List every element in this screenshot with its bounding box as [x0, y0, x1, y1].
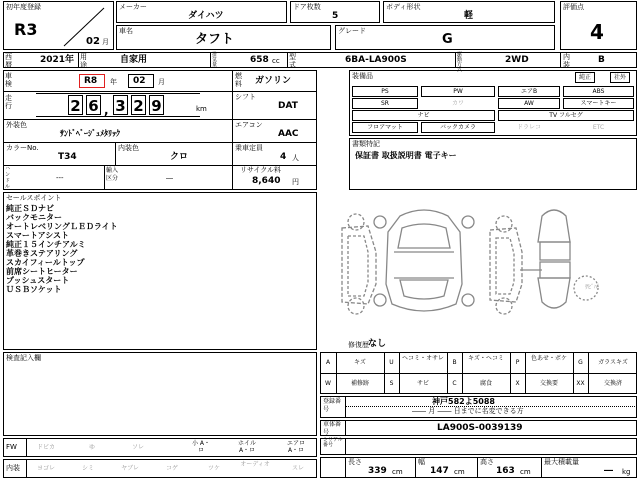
- damage-code-c: C: [452, 380, 457, 387]
- repair-history-label: 修復歴: [348, 341, 369, 349]
- registration-notice: ―― 月 ―― 日までに名変できる方: [412, 407, 524, 415]
- recycle-label: リサイクル料: [240, 166, 282, 174]
- import-value: ―: [166, 174, 173, 182]
- sales-points-title: セールスポイント: [6, 194, 62, 202]
- row3-box: [3, 52, 637, 68]
- usage-value: 自家用: [120, 55, 148, 65]
- color-no-label: カラーNo.: [6, 144, 39, 152]
- sales-point-8: 前席シートヒーター: [6, 267, 78, 276]
- sales-point-7: スカイフィールトップ: [6, 258, 85, 267]
- displacement-value: 658: [250, 55, 269, 65]
- serial-label: シリアル番号: [323, 437, 343, 448]
- sales-point-1: 純正ＳＤナビ: [6, 204, 54, 213]
- grade-label: グレード: [338, 27, 366, 35]
- fw-item-1: ドビカ: [36, 444, 55, 451]
- interior-item-3: ヤブレ: [121, 465, 139, 472]
- ac-value: AAC: [278, 129, 299, 139]
- maker-label: メーカー: [119, 3, 147, 11]
- damage-label-s: サビ: [416, 380, 429, 387]
- sales-point-6: 革巻きステアリング: [6, 249, 78, 258]
- height-value: 163: [496, 466, 515, 476]
- registration-label: 登録番号: [323, 398, 342, 413]
- fw-item-4: 小 A・ロ: [192, 440, 211, 454]
- mileage-digit-4: 2: [131, 95, 146, 115]
- damage-label-x: 交換要: [539, 380, 558, 387]
- handle-value: ---: [56, 174, 64, 182]
- car-diagram: [320, 192, 637, 332]
- damage-code-x: X: [515, 380, 520, 387]
- equip-tv: TV フルセグ: [498, 110, 634, 121]
- first-registration-label: 初年度登録: [6, 3, 41, 11]
- equip-etc: ETC: [592, 124, 605, 131]
- score-value: 4: [590, 20, 604, 44]
- damage-code-s: S: [389, 380, 394, 387]
- equip-ps: PS: [352, 86, 418, 97]
- payload-label: 最大積載量: [544, 458, 579, 466]
- western-year-value: 2021年: [40, 55, 75, 65]
- payload-value: ―: [604, 466, 613, 476]
- first-registration-year: R3: [14, 20, 38, 39]
- equip-smart-key: スマートキー: [563, 98, 634, 109]
- interior-grade-value: B: [598, 55, 605, 65]
- first-registration-month-unit: 月: [102, 38, 109, 46]
- fw-item-5: ホイル A・ロ: [237, 440, 256, 454]
- capacity-label: 乗車定員: [235, 144, 263, 152]
- equip-sr: SR: [352, 98, 418, 109]
- interior-color-label: 内装色: [118, 144, 139, 152]
- equip-leather: カワ: [451, 100, 464, 107]
- model-value: 6BA-LA900S: [345, 55, 407, 65]
- repair-history-value: なし: [368, 339, 387, 349]
- drive-value: 2WD: [505, 55, 529, 65]
- sales-point-4: スマートアシスト: [6, 231, 70, 240]
- equip-airbag: エアB: [498, 86, 560, 97]
- documents-box: [349, 138, 637, 190]
- documents-text: 保証書 取扱説明書 電子キー: [355, 151, 457, 160]
- damage-code-a: A: [325, 359, 331, 366]
- damage-code-w: W: [325, 380, 331, 387]
- fw-label: FW: [6, 443, 17, 451]
- mileage-digit-5: 9: [149, 95, 164, 115]
- inspection-month-unit: 月: [158, 78, 165, 86]
- interior-item-2: シミ: [81, 465, 94, 472]
- damage-label-p: 色あせ・ボケ: [530, 355, 567, 362]
- capacity-unit: 人: [292, 154, 299, 162]
- drive-label: 駆動方式: [457, 52, 463, 73]
- rust-note: ｻﾋﾞﾊﾞ: [585, 284, 601, 291]
- recycle-value: 8,640: [252, 176, 281, 186]
- equip-pw: PW: [421, 86, 495, 97]
- equip-abs: ABS: [563, 86, 634, 97]
- width-value: 147: [430, 466, 449, 476]
- inspection-year-unit: 年: [110, 78, 117, 86]
- length-value: 339: [368, 466, 387, 476]
- equip-back-camera: バックカメラ: [421, 122, 495, 133]
- first-registration-month: 02: [86, 36, 100, 47]
- interior-item-4: コゲ: [165, 465, 178, 472]
- damage-code-xx: XX: [576, 380, 585, 387]
- fw-item-2: ゆ: [88, 444, 95, 451]
- interior-row-label: 内装: [6, 464, 20, 472]
- damage-code-b: B: [452, 359, 457, 366]
- mileage-digit-3: 3: [113, 95, 128, 115]
- interior-item-5: ツケ: [208, 465, 220, 472]
- body-type-value: 軽: [464, 11, 474, 21]
- registration-plate: 神戸582よ5088: [432, 397, 495, 406]
- usage-label: 用途: [80, 53, 87, 69]
- mileage-digit-2: 6: [86, 95, 101, 115]
- height-unit: cm: [520, 468, 531, 476]
- maker-value: ダイハツ: [188, 11, 224, 21]
- serial-box: [320, 438, 637, 455]
- interior-color-value: クロ: [170, 152, 189, 162]
- chassis-label: 車体番号: [323, 421, 342, 436]
- car-name-label: 車名: [119, 27, 133, 35]
- sales-point-2: バックモニター: [6, 213, 62, 222]
- damage-code-p: P: [515, 359, 520, 366]
- payload-unit: kg: [622, 468, 631, 476]
- fw-item-3: ソレ: [131, 444, 144, 451]
- fw-item-6: エアロ A・ロ: [286, 440, 305, 454]
- damage-label-g: ガラスキズ: [598, 359, 628, 366]
- exterior-color-label: 外装色: [6, 121, 27, 129]
- equip-navi: ナビ: [352, 110, 495, 121]
- height-label: 高さ: [480, 458, 494, 466]
- exterior-color-value: ｻﾝﾄﾞﾍﾞｰｼﾞｭﾒﾀﾘｯｸ: [60, 129, 120, 138]
- damage-label-u: ヘコミ・オサレ: [402, 355, 444, 362]
- genuine-option: 純正: [575, 72, 595, 83]
- length-unit: cm: [392, 468, 403, 476]
- sales-point-10: ＵＳＢソケット: [6, 285, 62, 294]
- inspection-label: 車検: [5, 72, 12, 88]
- import-label: 輸入区分: [106, 167, 119, 182]
- damage-label-c: 腐食: [479, 380, 492, 387]
- width-label: 幅: [418, 458, 425, 466]
- aftermarket-option: 社外: [610, 72, 630, 83]
- model-label: 型式: [289, 53, 296, 69]
- equip-dashcam: ドラレコ: [516, 124, 541, 131]
- interior-item-7: スレ: [291, 465, 304, 472]
- inspection-month: 02: [133, 76, 146, 86]
- damage-label-b: キズ・ヘコミ: [468, 355, 504, 362]
- chassis-value: LA900S-0039139: [437, 423, 523, 433]
- equipment-title: 装備品: [352, 72, 373, 80]
- recycle-unit: 円: [292, 178, 299, 186]
- width-unit: cm: [454, 468, 465, 476]
- shift-value: DAT: [278, 101, 298, 111]
- damage-code-g: G: [578, 359, 583, 366]
- western-year-label: 西暦: [5, 53, 12, 69]
- documents-title: 書類特記: [352, 140, 380, 148]
- doors-label: ドア枚数: [293, 3, 321, 11]
- displacement-label: 排気量: [212, 52, 218, 68]
- equip-aw: AW: [498, 98, 560, 109]
- mileage-label: 走行: [5, 94, 12, 110]
- interior-item-1: ヨゴレ: [36, 465, 55, 472]
- sales-point-3: オートレベリングＬＥＤライト: [6, 222, 118, 231]
- handle-label: ハンドル: [5, 166, 11, 190]
- fuel-label: 燃料: [235, 72, 242, 88]
- damage-label-xx: 交換済: [603, 380, 622, 387]
- ac-label: エアコン: [235, 121, 263, 129]
- fuel-value: ガソリン: [255, 76, 292, 86]
- capacity-value: 4: [280, 152, 287, 162]
- damage-label-w: 補修跡: [350, 380, 369, 387]
- inspector-box: [3, 352, 317, 436]
- equip-floor-mat: フロアマット: [352, 122, 418, 133]
- interior-item-6: オーディオ: [240, 461, 270, 468]
- mileage-unit: km: [196, 105, 207, 113]
- damage-code-u: U: [389, 359, 394, 366]
- sales-point-5: 純正１５インチアルミ: [6, 240, 86, 249]
- length-label: 長さ: [348, 458, 362, 466]
- damage-label-a: キズ: [354, 359, 366, 366]
- sales-point-9: プッシュスタート: [6, 276, 70, 285]
- mileage-digit-1: 2: [68, 95, 83, 115]
- color-no-value: T34: [58, 152, 77, 162]
- inspection-era: R8: [84, 76, 98, 86]
- doors-value: 5: [332, 11, 339, 21]
- grade-value: G: [442, 32, 453, 47]
- body-type-label: ボディ形状: [386, 3, 421, 11]
- shift-label: シフト: [235, 93, 256, 101]
- inspector-title: 検査記入欄: [6, 354, 41, 362]
- mileage-separator: ,: [104, 103, 109, 117]
- displacement-unit: cc: [272, 57, 280, 65]
- car-name-value: タフト: [195, 32, 235, 47]
- score-label: 評価点: [563, 3, 584, 11]
- interior-grade-label: 内装: [563, 53, 570, 69]
